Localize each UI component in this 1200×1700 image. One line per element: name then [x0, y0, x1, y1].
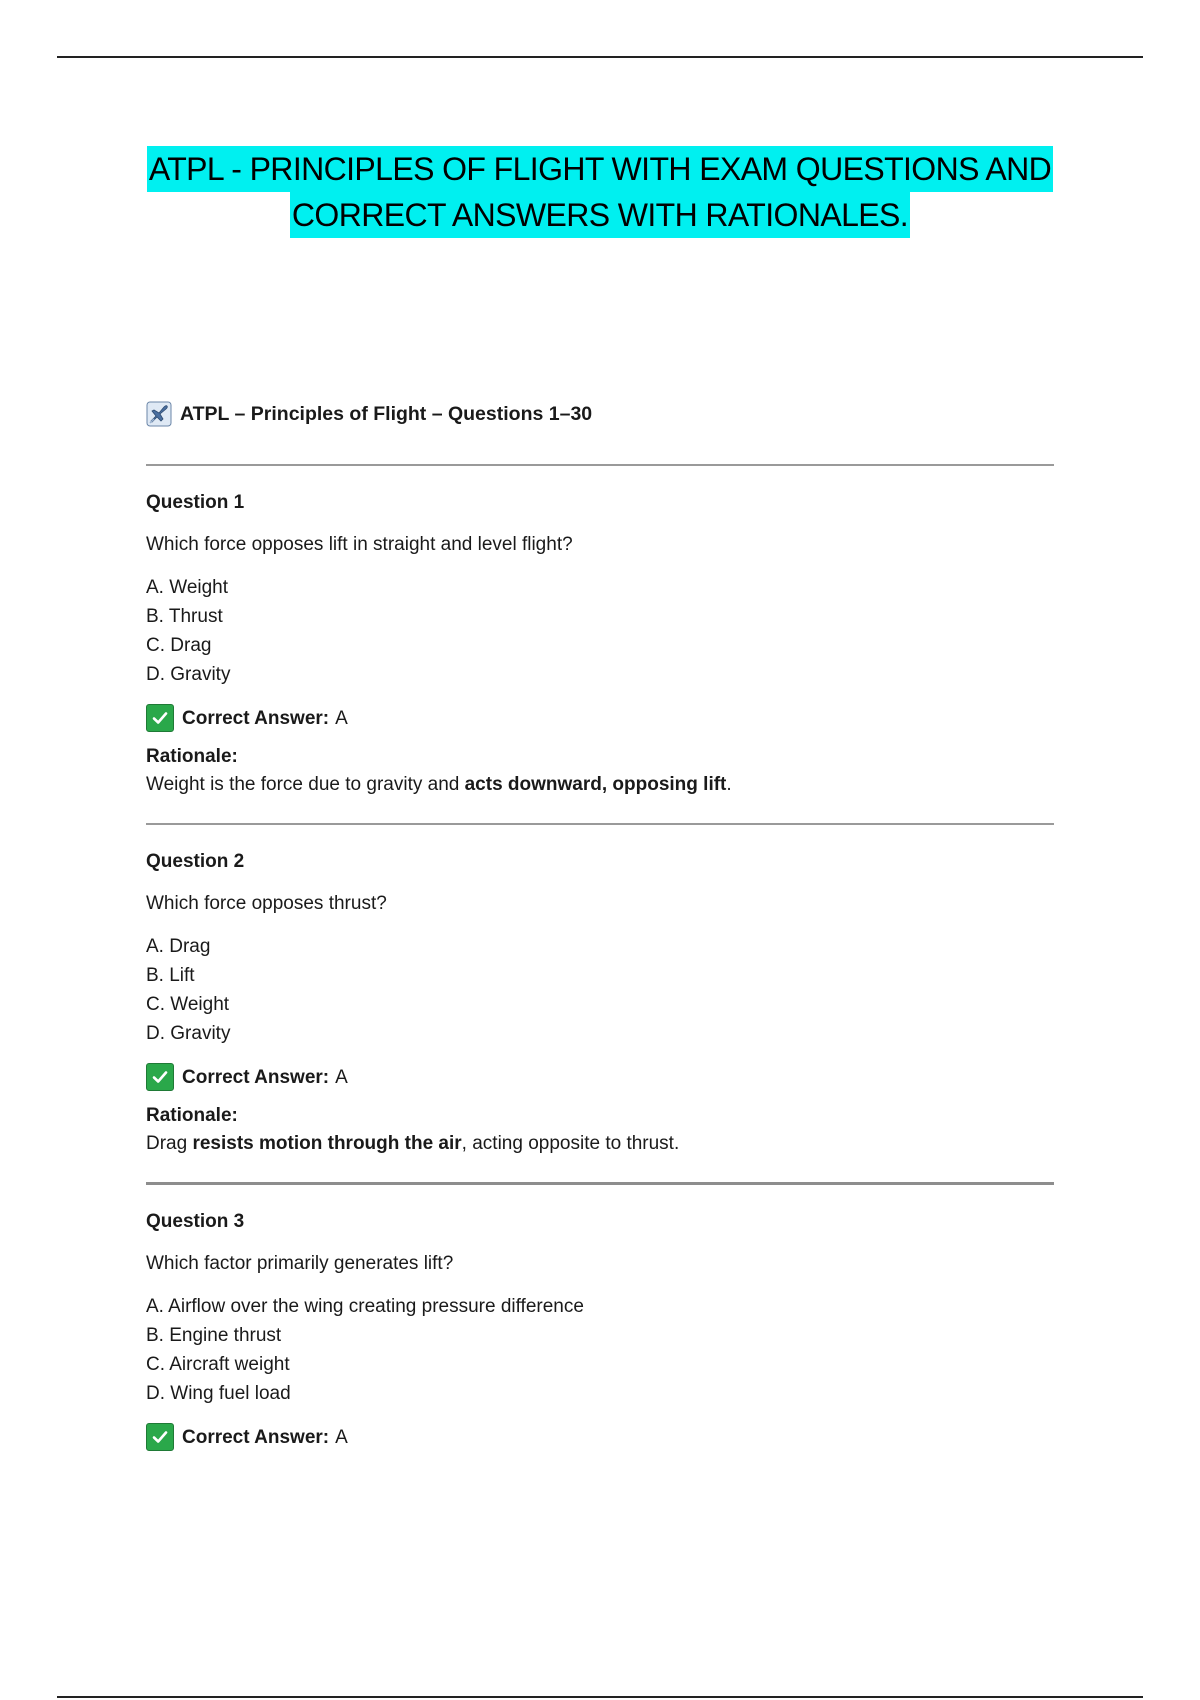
question-title: Question 2: [146, 851, 245, 872]
option-b: B. Thrust: [146, 606, 223, 627]
rationale-text-end: , acting opposite to thrust.: [461, 1133, 680, 1154]
title-line-2: CORRECT ANSWERS WITH RATIONALES.: [290, 192, 910, 238]
document-title: [0, 146, 1200, 238]
correct-answer-value: A: [335, 1066, 348, 1088]
title-line-1: ATPL - PRINCIPLES OF FLIGHT WITH EXAM QUESTIONS AND: [147, 146, 1053, 192]
option-c: C. Drag: [146, 635, 212, 656]
question-3: [146, 1185, 1054, 1486]
correct-answer-value: A: [335, 1426, 348, 1448]
question-2: [146, 825, 1054, 1182]
correct-answer: [146, 1422, 1054, 1452]
rationale-text-end: .: [726, 774, 732, 795]
options-list: [146, 1292, 1054, 1408]
rationale-text-start: Weight is the force due to gravity and: [146, 774, 465, 795]
question-text: Which factor primarily generates lift?: [146, 1253, 454, 1274]
question-title: Question 3: [146, 1211, 245, 1232]
check-mark-icon: [146, 704, 174, 732]
rationale-label: Rationale:: [146, 1105, 238, 1126]
option-b: B. Lift: [146, 965, 195, 986]
section-heading: [146, 398, 1054, 430]
option-c: C. Aircraft weight: [146, 1354, 290, 1375]
rationale-text-start: Drag: [146, 1133, 193, 1154]
rationale-emphasis: acts downward, opposing lift: [464, 774, 727, 795]
option-d: D. Gravity: [146, 664, 231, 685]
correct-answer-label: Correct Answer:: [182, 707, 330, 729]
check-mark-icon: [146, 1063, 174, 1091]
option-a: A. Drag: [146, 936, 211, 957]
correct-answer-value: A: [335, 707, 348, 729]
rationale-text: [146, 1130, 1054, 1158]
correct-answer: [146, 1062, 1054, 1092]
options-list: [146, 573, 1054, 689]
question-1: [146, 466, 1054, 823]
option-c: C. Weight: [146, 994, 230, 1015]
page-top-rule: [57, 56, 1143, 58]
section-heading-text: ATPL – Principles of Flight – Questions 1–30: [180, 402, 593, 425]
correct-answer-label: Correct Answer:: [182, 1066, 330, 1088]
check-mark-icon: [146, 1423, 174, 1451]
option-d: D. Gravity: [146, 1023, 231, 1044]
rationale-emphasis: resists motion through the air: [192, 1133, 462, 1154]
options-list: [146, 932, 1054, 1048]
question-title: Question 1: [146, 492, 245, 513]
page-bottom-rule: [57, 1696, 1143, 1698]
option-a: A. Weight: [146, 577, 229, 598]
rationale-text: [146, 771, 1054, 799]
rationale-label: Rationale:: [146, 746, 238, 767]
question-text: Which force opposes thrust?: [146, 893, 387, 914]
document-body: [146, 398, 1054, 1486]
correct-answer-label: Correct Answer:: [182, 1426, 330, 1448]
option-d: D. Wing fuel load: [146, 1383, 291, 1404]
option-b: B. Engine thrust: [146, 1325, 282, 1346]
option-a: A. Airflow over the wing creating pressure difference: [146, 1296, 584, 1317]
question-text: Which force opposes lift in straight and level flight?: [146, 534, 573, 555]
correct-answer: [146, 703, 1054, 733]
airplane-icon: [146, 401, 172, 427]
